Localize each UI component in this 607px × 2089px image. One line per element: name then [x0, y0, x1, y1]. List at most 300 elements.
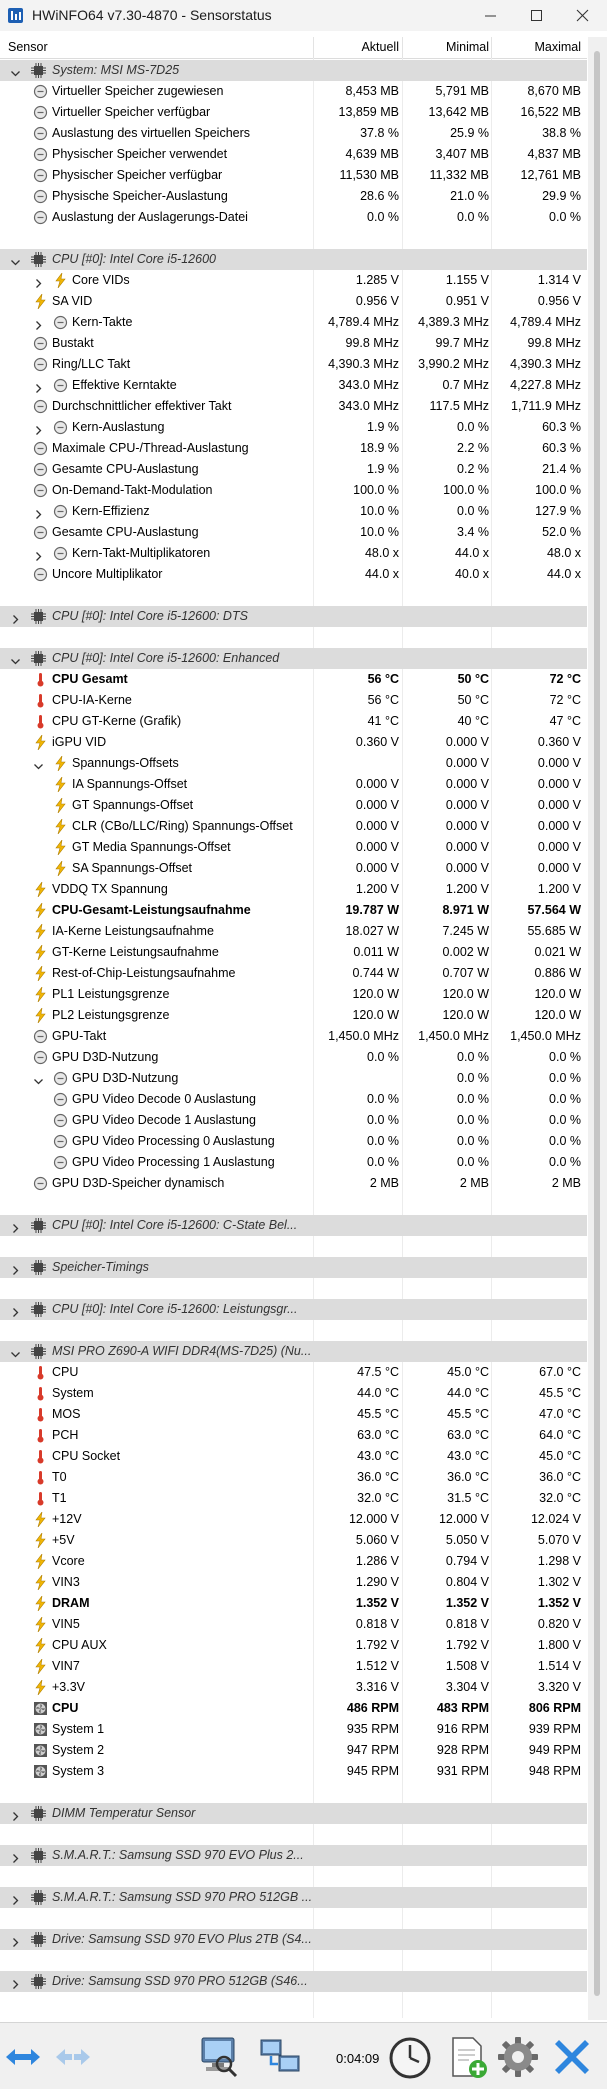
- exit-button[interactable]: [549, 2034, 595, 2080]
- sensor-row-virtueller-speicher-verf-gbar[interactable]: [0, 102, 587, 123]
- sensor-row-pl2-leistungsgrenze[interactable]: [0, 1005, 587, 1026]
- chevron-right-icon[interactable]: [33, 317, 44, 328]
- value-max: 100.0 %: [535, 483, 581, 497]
- value-max: 4,837 MB: [527, 147, 581, 161]
- value-min: 50 °C: [457, 672, 489, 686]
- value-current: 0.818 V: [355, 1617, 399, 1631]
- value-max: 5.070 V: [537, 1533, 581, 1547]
- sensor-label: Speicher-Timings: [52, 1260, 149, 1274]
- voltage-bolt-icon: [33, 1533, 48, 1548]
- value-min: 3,990.2 MHz: [418, 357, 489, 371]
- sensor-label: CPU Socket: [52, 1449, 121, 1463]
- value-min: 50 °C: [457, 693, 489, 707]
- value-current: 947 RPM: [346, 1743, 399, 1757]
- sensor-row-cpu-gesamt[interactable]: [0, 669, 587, 690]
- chevron-right-icon[interactable]: [33, 422, 44, 433]
- sensor-label: GPU D3D-Nutzung: [72, 1071, 179, 1085]
- value-min: 0.0 %: [457, 1050, 489, 1064]
- column-header-sensor[interactable]: Sensor: [8, 40, 48, 54]
- sensor-label: Kern-Takte: [72, 315, 133, 329]
- sensor-row-gpu-d3d-nutzung[interactable]: [0, 1047, 587, 1068]
- sensor-row-gesamte-cpu-auslastung[interactable]: [0, 522, 587, 543]
- sensor-label: GT-Kerne Leistungsaufnahme: [52, 945, 219, 959]
- value-current: 935 RPM: [346, 1722, 399, 1736]
- gauge-icon: [53, 1134, 68, 1149]
- sensor-row-physischer-speicher-verf-gbar[interactable]: [0, 165, 587, 186]
- value-max: 939 RPM: [528, 1722, 581, 1736]
- sensor-row-uncore-multiplikator[interactable]: [0, 564, 587, 585]
- value-max: 0.956 V: [537, 294, 581, 308]
- sensor-row-gpu-d3d-nutzung[interactable]: [0, 1068, 587, 1089]
- value-min: 45.5 °C: [447, 1407, 489, 1421]
- sensor-row-clr-cbo-llc-ring-spannungs-offset[interactable]: [0, 816, 587, 837]
- value-max: 44.0 x: [546, 567, 581, 581]
- sensor-row-rest-of-chip-leistungsaufnahme[interactable]: [0, 963, 587, 984]
- column-header-current[interactable]: Aktuell: [361, 40, 399, 54]
- sensor-row-kern-auslastung[interactable]: [0, 417, 587, 438]
- value-max: 120.0 W: [534, 987, 581, 1001]
- value-min: 63.0 °C: [447, 1428, 489, 1442]
- sensor-label: Physischer Speicher verfügbar: [52, 168, 223, 182]
- value-max: 72 °C: [549, 672, 581, 686]
- sensor-group-cpu-0-intel-core-i5-12600[interactable]: [0, 249, 587, 270]
- sensor-row-sa-vid[interactable]: [0, 291, 587, 312]
- voltage-bolt-icon: [33, 1659, 48, 1674]
- sensor-label: CPU: [52, 1701, 79, 1715]
- chip-icon: [31, 1260, 46, 1275]
- value-max: 60.3 %: [542, 420, 581, 434]
- value-max: 0.0 %: [549, 1071, 581, 1085]
- sensor-row-vin5[interactable]: [0, 1614, 587, 1635]
- sensor-row-5v[interactable]: [0, 1530, 587, 1551]
- sensor-row-gpu-takt[interactable]: [0, 1026, 587, 1047]
- navigate-button[interactable]: [3, 2034, 43, 2080]
- sensor-label: IA Spannungs-Offset: [72, 777, 188, 791]
- network-button[interactable]: [257, 2034, 303, 2080]
- value-min: 31.5 °C: [447, 1491, 489, 1505]
- value-max: 72 °C: [549, 693, 581, 707]
- chevron-down-icon[interactable]: [33, 758, 44, 769]
- sensor-row-core-vids[interactable]: [0, 270, 587, 291]
- value-min: 916 RPM: [436, 1722, 489, 1736]
- sensor-row-cpu-gt-kerne-grafik[interactable]: [0, 711, 587, 732]
- value-current: 41 °C: [367, 714, 399, 728]
- blank-row: [0, 627, 587, 648]
- value-max: 29.9 %: [542, 189, 581, 203]
- add-log-button[interactable]: [445, 2034, 491, 2080]
- sensor-group-speicher-timings[interactable]: [0, 1257, 587, 1278]
- sensor-row-vcore[interactable]: [0, 1551, 587, 1572]
- sensor-row-cpu-socket[interactable]: [0, 1446, 587, 1467]
- value-min: 0.0 %: [457, 1071, 489, 1085]
- chip-icon: [31, 63, 46, 78]
- sensor-label: T0: [52, 1470, 67, 1484]
- blank-row: [0, 1992, 587, 2013]
- close-window-button[interactable]: [560, 0, 606, 31]
- column-header-max[interactable]: Maximal: [534, 40, 581, 54]
- value-min: 0.2 %: [457, 462, 489, 476]
- sensor-label: CPU [#0]: Intel Core i5-12600: Enhanced: [52, 651, 280, 665]
- sensor-row-cpu-ia-kerne[interactable]: [0, 690, 587, 711]
- sensor-row-spannungs-offsets[interactable]: [0, 753, 587, 774]
- double-arrow-disabled-icon: [53, 2034, 93, 2080]
- sensor-label: T1: [52, 1491, 67, 1505]
- sensor-label: GPU D3D-Nutzung: [52, 1050, 159, 1064]
- voltage-bolt-icon: [33, 294, 48, 309]
- value-current: 32.0 °C: [357, 1491, 399, 1505]
- sensor-row-t0[interactable]: [0, 1467, 587, 1488]
- thermometer-icon: [33, 1428, 48, 1443]
- chevron-right-icon[interactable]: [10, 1808, 21, 1819]
- sensor-row-3-3v[interactable]: [0, 1677, 587, 1698]
- sensor-row-gpu-video-decode-0-auslastung[interactable]: [0, 1089, 587, 1110]
- sensor-label: System: MSI MS-7D25: [52, 63, 180, 77]
- value-min: 13,642 MB: [428, 105, 489, 119]
- chevron-right-icon[interactable]: [10, 1304, 21, 1315]
- minimize-button[interactable]: [468, 0, 514, 31]
- value-max: 1.800 V: [537, 1638, 581, 1652]
- value-min: 0.000 V: [445, 735, 489, 749]
- sensor-label: Virtueller Speicher verfügbar: [52, 105, 211, 119]
- maximize-button[interactable]: [514, 0, 560, 31]
- chevron-right-icon[interactable]: [10, 1976, 21, 1987]
- chip-icon: [31, 1974, 46, 1989]
- sensor-group-drive-samsung-ssd-970-evo-plus-2tb-s4[interactable]: [0, 1929, 587, 1950]
- value-min: 99.7 MHz: [435, 336, 489, 350]
- value-min: 5,791 MB: [435, 84, 489, 98]
- sensor-label: MSI PRO Z690-A WIFI DDR4(MS-7D25) (Nu...: [52, 1344, 312, 1358]
- sensor-row-gt-media-spannungs-offset[interactable]: [0, 837, 587, 858]
- voltage-bolt-icon: [33, 1680, 48, 1695]
- sensor-label: CPU: [52, 1365, 79, 1379]
- gauge-icon: [33, 168, 48, 183]
- value-max: 1,450.0 MHz: [510, 1029, 581, 1043]
- value-max: 1.314 V: [537, 273, 581, 287]
- value-current: 1.792 V: [355, 1638, 399, 1652]
- sensor-row-durchschnittlicher-effektiver-takt[interactable]: [0, 396, 587, 417]
- voltage-bolt-icon: [33, 1008, 48, 1023]
- scrollbar-thumb[interactable]: [594, 51, 600, 1996]
- sensor-label: Gesamte CPU-Auslastung: [52, 525, 199, 539]
- value-current: 37.8 %: [360, 126, 399, 140]
- chevron-right-icon[interactable]: [10, 1892, 21, 1903]
- vertical-scrollbar[interactable]: [588, 37, 607, 2020]
- sensor-label: CPU [#0]: Intel Core i5-12600: C-State Bel...: [52, 1218, 298, 1232]
- value-current: 1.286 V: [355, 1554, 399, 1568]
- chip-icon: [31, 1806, 46, 1821]
- sensor-label: Rest-of-Chip-Leistungsaufnahme: [52, 966, 236, 980]
- value-max: 0.820 V: [537, 1617, 581, 1631]
- sensor-label: PL1 Leistungsgrenze: [52, 987, 170, 1001]
- chevron-down-icon[interactable]: [33, 1073, 44, 1084]
- sensor-row-vin3[interactable]: [0, 1572, 587, 1593]
- sensor-row-vin7[interactable]: [0, 1656, 587, 1677]
- value-max: 21.4 %: [542, 462, 581, 476]
- voltage-bolt-icon: [33, 945, 48, 960]
- value-min: 44.0 °C: [447, 1386, 489, 1400]
- value-current: 0.0 %: [367, 1155, 399, 1169]
- sensor-row-gpu-d3d-speicher-dynamisch[interactable]: [0, 1173, 587, 1194]
- column-header-min[interactable]: Minimal: [445, 40, 489, 54]
- chevron-right-icon[interactable]: [10, 1850, 21, 1861]
- chevron-down-icon[interactable]: [10, 65, 21, 76]
- gauge-icon: [53, 315, 68, 330]
- sensor-row-on-demand-takt-modulation[interactable]: [0, 480, 587, 501]
- settings-button[interactable]: [495, 2034, 541, 2080]
- close-icon: [576, 9, 589, 22]
- sensor-label: CLR (CBo/LLC/Ring) Spannungs-Offset: [72, 819, 293, 833]
- value-max: 0.0 %: [549, 1050, 581, 1064]
- chevron-right-icon[interactable]: [33, 380, 44, 391]
- voltage-bolt-icon: [33, 1554, 48, 1569]
- value-max: 38.8 %: [542, 126, 581, 140]
- gauge-icon: [33, 126, 48, 141]
- value-current: 1.285 V: [355, 273, 399, 287]
- value-current: 0.000 V: [355, 819, 399, 833]
- value-min: 45.0 °C: [447, 1365, 489, 1379]
- sensor-label: GPU D3D-Speicher dynamisch: [52, 1176, 225, 1190]
- value-min: 0.794 V: [445, 1554, 489, 1568]
- sensor-group-cpu-0-intel-core-i5-12600-dts[interactable]: [0, 606, 587, 627]
- title-bar: [0, 0, 607, 31]
- value-current: 3.316 V: [355, 1680, 399, 1694]
- value-max: 0.886 W: [534, 966, 581, 980]
- sensor-row-cpu-gesamt-leistungsaufnahme[interactable]: [0, 900, 587, 921]
- sensor-label: CPU [#0]: Intel Core i5-12600: DTS: [52, 609, 248, 623]
- value-min: 483 RPM: [436, 1701, 489, 1715]
- sensor-group-cpu-0-intel-core-i5-12600-enhanced[interactable]: [0, 648, 587, 669]
- chevron-right-icon[interactable]: [33, 548, 44, 559]
- sensor-label: GPU Video Decode 1 Auslastung: [72, 1113, 256, 1127]
- voltage-bolt-icon: [33, 1575, 48, 1590]
- value-min: 0.000 V: [445, 861, 489, 875]
- sensor-row-bustakt[interactable]: [0, 333, 587, 354]
- chevron-right-icon[interactable]: [33, 275, 44, 286]
- sensor-row-cpu[interactable]: [0, 1362, 587, 1383]
- value-min: 0.000 V: [445, 777, 489, 791]
- sensor-label: VDDQ TX Spannung: [52, 882, 168, 896]
- voltage-bolt-icon: [53, 273, 68, 288]
- chevron-right-icon[interactable]: [10, 611, 21, 622]
- sensor-row-pch[interactable]: [0, 1425, 587, 1446]
- chip-icon: [31, 1218, 46, 1233]
- sensor-label: PCH: [52, 1428, 79, 1442]
- sensor-row-gt-spannungs-offset[interactable]: [0, 795, 587, 816]
- sensor-label: Ring/LLC Takt: [52, 357, 131, 371]
- sensor-label: Physische Speicher-Auslastung: [52, 189, 228, 203]
- value-current: 1.9 %: [367, 420, 399, 434]
- voltage-bolt-icon: [33, 1638, 48, 1653]
- sensor-row-gesamte-cpu-auslastung[interactable]: [0, 459, 587, 480]
- value-max: 948 RPM: [528, 1764, 581, 1778]
- sensor-label: Physischer Speicher verwendet: [52, 147, 228, 161]
- sensor-row-ia-spannungs-offset[interactable]: [0, 774, 587, 795]
- sensor-group-cpu-0-intel-core-i5-12600-leistungsgr[interactable]: [0, 1299, 587, 1320]
- sensor-row-gpu-video-processing-1-auslastung[interactable]: [0, 1152, 587, 1173]
- value-max: 57.564 W: [527, 903, 581, 917]
- sensor-row-system-1[interactable]: [0, 1719, 587, 1740]
- thermometer-icon: [33, 1470, 48, 1485]
- value-max: 45.0 °C: [539, 1449, 581, 1463]
- sensor-label: IA-Kerne Leistungsaufnahme: [52, 924, 214, 938]
- hwinfo-app-icon: [8, 8, 23, 23]
- sensor-label: GPU Video Decode 0 Auslastung: [72, 1092, 256, 1106]
- sensor-row-system[interactable]: [0, 1383, 587, 1404]
- gauge-icon: [33, 525, 48, 540]
- value-current: 10.0 %: [360, 504, 399, 518]
- value-current: 43.0 °C: [357, 1449, 399, 1463]
- sensor-label: VIN5: [52, 1617, 80, 1631]
- voltage-bolt-icon: [53, 798, 68, 813]
- value-max: 806 RPM: [528, 1701, 581, 1715]
- sensor-row-gpu-video-processing-0-auslastung[interactable]: [0, 1131, 587, 1152]
- value-max: 0.000 V: [537, 819, 581, 833]
- voltage-bolt-icon: [33, 1596, 48, 1611]
- sensor-label: iGPU VID: [52, 735, 107, 749]
- sensor-group-dimm-temperatur-sensor[interactable]: [0, 1803, 587, 1824]
- gauge-icon: [33, 441, 48, 456]
- voltage-bolt-icon: [33, 882, 48, 897]
- value-min: 5.050 V: [445, 1533, 489, 1547]
- value-current: 343.0 MHz: [338, 378, 399, 392]
- sensor-row-igpu-vid[interactable]: [0, 732, 587, 753]
- value-min: 0.707 W: [442, 966, 489, 980]
- thermometer-icon: [33, 1407, 48, 1422]
- value-current: 45.5 °C: [357, 1407, 399, 1421]
- sensor-row-ia-kerne-leistungsaufnahme[interactable]: [0, 921, 587, 942]
- maximize-icon: [530, 9, 543, 22]
- value-current: 19.787 W: [345, 903, 399, 917]
- bottom-toolbar: [0, 2022, 607, 2089]
- sensor-row-vddq-tx-spannung[interactable]: [0, 879, 587, 900]
- sensor-row-physischer-speicher-verwendet[interactable]: [0, 144, 587, 165]
- sensor-group-s-m-a-r-t-samsung-ssd-970-evo-plus-2[interactable]: [0, 1845, 587, 1866]
- value-min: 40 °C: [457, 714, 489, 728]
- gauge-icon: [33, 147, 48, 162]
- chevron-down-icon[interactable]: [10, 1346, 21, 1357]
- chevron-down-icon[interactable]: [10, 254, 21, 265]
- sensor-row-effektive-kerntakte[interactable]: [0, 375, 587, 396]
- value-current: 486 RPM: [346, 1701, 399, 1715]
- sensor-label: Spannungs-Offsets: [72, 756, 179, 770]
- sensor-row-system-3[interactable]: [0, 1761, 587, 1782]
- voltage-bolt-icon: [33, 903, 48, 918]
- column-header: [0, 37, 587, 59]
- blank-row: [0, 1908, 587, 1929]
- sensor-row-pl1-leistungsgrenze[interactable]: [0, 984, 587, 1005]
- sensor-group-drive-samsung-ssd-970-pro-512gb-s46[interactable]: [0, 1971, 587, 1992]
- chip-icon: [31, 252, 46, 267]
- value-current: [315, 753, 399, 774]
- gauge-icon: [33, 399, 48, 414]
- chevron-down-icon[interactable]: [10, 653, 21, 664]
- sensor-group-msi-pro-z690-a-wifi-ddr4-ms-7d25-nu[interactable]: [0, 1341, 587, 1362]
- chip-icon: [31, 609, 46, 624]
- value-min: 1.508 V: [445, 1659, 489, 1673]
- fan-icon: [33, 1722, 48, 1737]
- sensor-row-maximale-cpu-thread-auslastung[interactable]: [0, 438, 587, 459]
- value-max: 99.8 MHz: [527, 336, 581, 350]
- sensor-row-auslastung-des-virtuellen-speichers[interactable]: [0, 123, 587, 144]
- value-current: 4,639 MB: [345, 147, 399, 161]
- value-max: 0.000 V: [537, 756, 581, 770]
- value-max: 0.0 %: [549, 1113, 581, 1127]
- sensor-row-kern-takte[interactable]: [0, 312, 587, 333]
- computer-search-icon: [196, 2034, 242, 2080]
- value-current: [315, 1068, 399, 1089]
- voltage-bolt-icon: [53, 777, 68, 792]
- value-min: 0.0 %: [457, 1155, 489, 1169]
- navigate-disabled-button[interactable]: [53, 2034, 93, 2080]
- sensor-row-kern-takt-multiplikatoren[interactable]: [0, 543, 587, 564]
- sensor-row-t1[interactable]: [0, 1488, 587, 1509]
- sensor-row-virtueller-speicher-zugewiesen[interactable]: [0, 81, 587, 102]
- sensor-row-gpu-video-decode-1-auslastung[interactable]: [0, 1110, 587, 1131]
- sensor-row-cpu-aux[interactable]: [0, 1635, 587, 1656]
- sensor-label: Auslastung des virtuellen Speichers: [52, 126, 251, 140]
- sensor-row-physische-speicher-auslastung[interactable]: [0, 186, 587, 207]
- value-max: 0.0 %: [549, 210, 581, 224]
- sensor-label: Drive: Samsung SSD 970 EVO Plus 2TB (S4...: [52, 1932, 312, 1946]
- value-max: 3.320 V: [537, 1680, 581, 1694]
- sensor-group-system-msi-ms-7d25[interactable]: [0, 60, 587, 81]
- thermometer-icon: [33, 1386, 48, 1401]
- voltage-bolt-icon: [53, 840, 68, 855]
- value-current: 1.512 V: [355, 1659, 399, 1673]
- value-current: 945 RPM: [346, 1764, 399, 1778]
- value-max: 0.000 V: [537, 861, 581, 875]
- sensor-row-gt-kerne-leistungsaufnahme[interactable]: [0, 942, 587, 963]
- sensor-group-cpu-0-intel-core-i5-12600-c-state-bel[interactable]: [0, 1215, 587, 1236]
- gauge-icon: [53, 1071, 68, 1086]
- sensor-label: DRAM: [52, 1596, 90, 1610]
- blank-row: [0, 1320, 587, 1341]
- sensor-row-kern-effizienz[interactable]: [0, 501, 587, 522]
- gauge-icon: [33, 84, 48, 99]
- voltage-bolt-icon: [33, 1617, 48, 1632]
- sensor-row-mos[interactable]: [0, 1404, 587, 1425]
- voltage-bolt-icon: [53, 819, 68, 834]
- chip-icon: [31, 1890, 46, 1905]
- value-current: 44.0 °C: [357, 1386, 399, 1400]
- voltage-bolt-icon: [33, 1512, 48, 1527]
- chevron-right-icon[interactable]: [10, 1934, 21, 1945]
- sensor-row-auslastung-der-auslagerungs-datei[interactable]: [0, 207, 587, 228]
- sensor-row-system-2[interactable]: [0, 1740, 587, 1761]
- value-max: 48.0 x: [546, 546, 581, 560]
- value-max: 0.0 %: [549, 1092, 581, 1106]
- sensor-row-ring-llc-takt[interactable]: [0, 354, 587, 375]
- value-min: 0.000 V: [445, 819, 489, 833]
- chevron-right-icon[interactable]: [10, 1262, 21, 1273]
- gauge-icon: [33, 1029, 48, 1044]
- sensor-row-cpu[interactable]: [0, 1698, 587, 1719]
- sensor-row-12v[interactable]: [0, 1509, 587, 1530]
- sensor-row-sa-spannungs-offset[interactable]: [0, 858, 587, 879]
- value-current: 4,390.3 MHz: [328, 357, 399, 371]
- value-max: 52.0 %: [542, 525, 581, 539]
- sensor-row-dram[interactable]: [0, 1593, 587, 1614]
- chevron-right-icon[interactable]: [10, 1220, 21, 1231]
- chevron-right-icon[interactable]: [33, 506, 44, 517]
- reset-timer-button[interactable]: [387, 2034, 433, 2080]
- voltage-bolt-icon: [33, 987, 48, 1002]
- report-button[interactable]: [196, 2034, 242, 2080]
- sensor-label: Uncore Multiplikator: [52, 567, 163, 581]
- value-current: 343.0 MHz: [338, 399, 399, 413]
- voltage-bolt-icon: [33, 735, 48, 750]
- sensor-group-s-m-a-r-t-samsung-ssd-970-pro-512gb[interactable]: [0, 1887, 587, 1908]
